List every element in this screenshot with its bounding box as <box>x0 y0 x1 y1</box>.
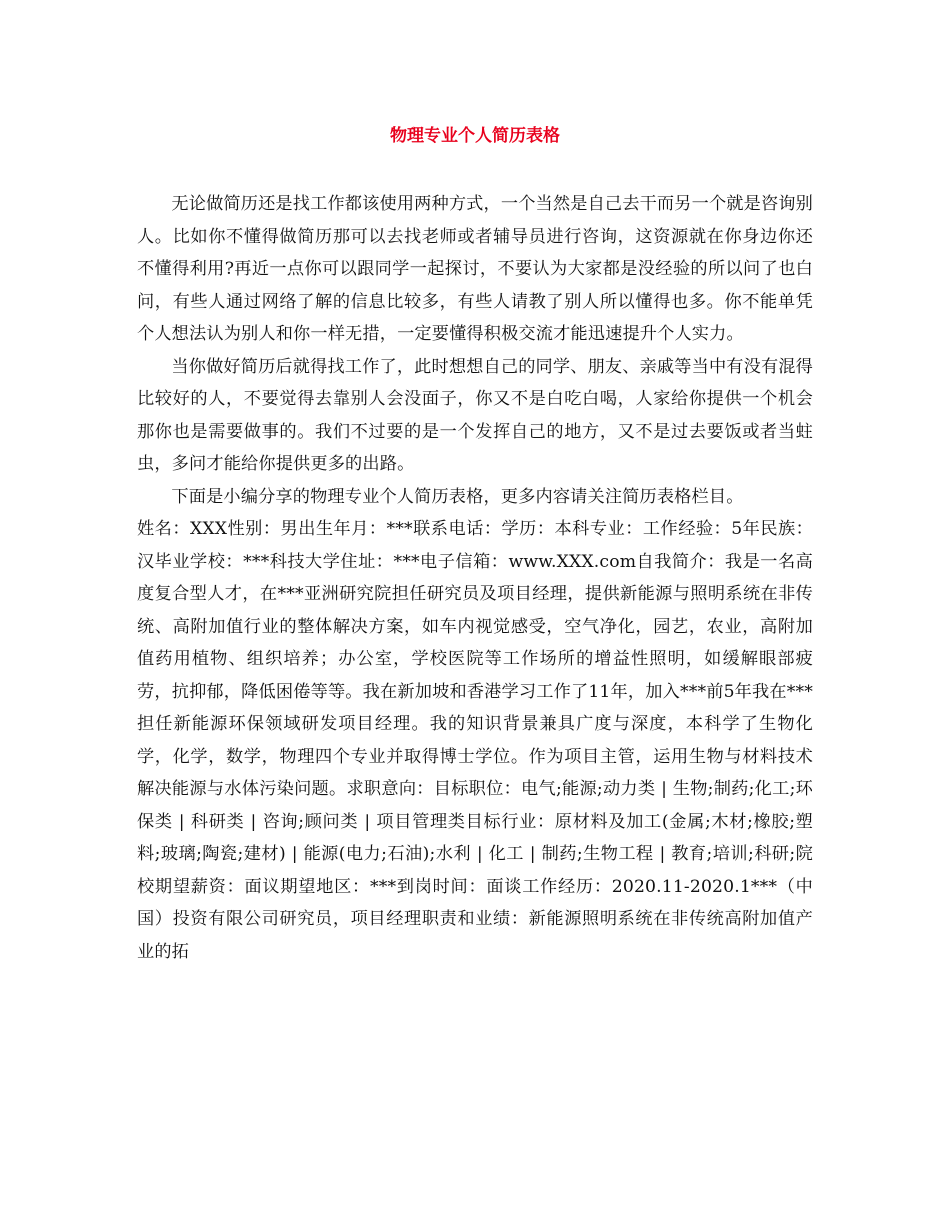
document-body <box>137 188 813 968</box>
paragraph-job-search: 当你做好简历后就得找工作了，此时想想自己的同学、朋友、亲戚等当中有没有混得比较好的人，不要觉得去靠别人会没面子，你又不是白吃白喝，人家给你提供一个机会那你也是需要做事的。我们不过要的是一个发挥自己的地方，又不是过去要饭或者当蛀虫，多问才能给你提供更多的出路。 <box>137 356 813 474</box>
paragraph-resume-details: 姓名：XXX性别：男出生年月：***联系电话：学历：本科专业：工作经验：5年民族：汉毕业学校：***科技大学住址：***电子信箱：www.XXX.com自我简介：我是一名高度复合型人才，在***亚洲研究院担任研究员及项目经理，提供新能源与照明系统在非传统、高附加值行业的整体解决方案，如车内视觉感受，空气净化，园艺，农业，高附加值药用植物、组织培养；办公室，学校医院等工作场所的增益性照明，如缓解眼部疲劳，抗抑郁，降低困倦等等。我在新加坡和香港学习工作了11年，加入***前5年我在***担任新能源环保领域研发项目经理。我的知识背景兼具广度与深度，本科学了生物化学，化学，数学，物理四个专业并取得博士学位。作为项目主管，运用生物与材料技术解决能源与水体污染问题。求职意向：目标职位：电气;能源;动力类 | 生物;制药;化工;环保类 | 科研类 | 咨询;顾问类 | 项目管理类目标行业：原材料及加工(金属;木材;橡胶;塑料;玻璃;陶瓷;建材) | 能源(电力;石油);水利 | 化工 | 制药;生物工程 | 教育;培训;科研;院校期望薪资：面议期望地区：***到岗时间：面谈工作经历：2020.11-2020.1***（中国）投资有限公司研究员，项目经理职责和业绩：新能源照明系统在非传统高附加值产业的拓 <box>137 519 813 962</box>
paragraph-intro: 无论做简历还是找工作都该使用两种方式，一个当然是自己去干而另一个就是咨询别人。比如你不懂得做简历那可以去找老师或者辅导员进行咨询，这资源就在你身边你还不懂得利用?再近一点你可以跟同学一起探讨，不要认为大家都是没经验的所以问了也白问，有些人通过网络了解的信息比较多，有些人请教了别人所以懂得也多。你不能单凭个人想法认为别人和你一样无措，一定要懂得积极交流才能迅速提升个人实力。 <box>137 194 813 344</box>
document-title: 物理专业个人简历表格 <box>390 126 560 146</box>
paragraph-share-note: 下面是小编分享的物理专业个人简历表格，更多内容请关注简历表格栏目。 <box>171 486 744 507</box>
